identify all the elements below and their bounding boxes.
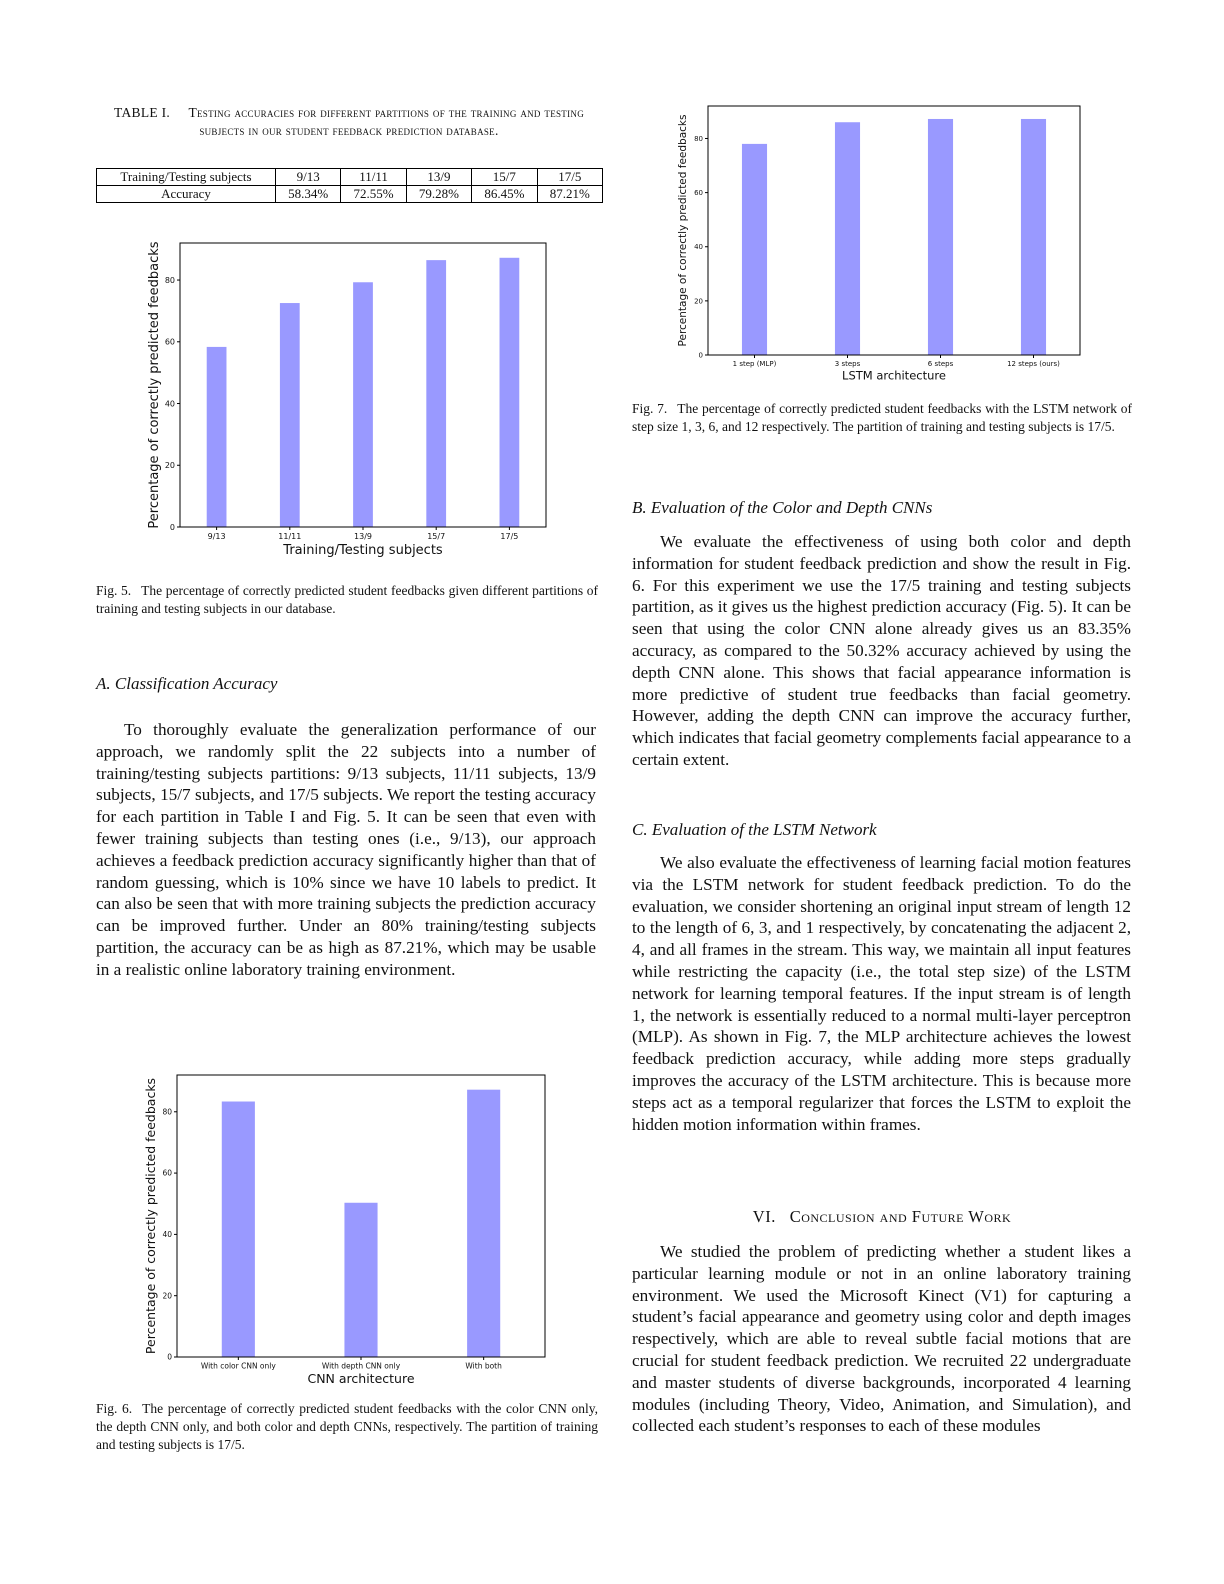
fig7-chart bbox=[676, 100, 1096, 390]
x-tick-label: 3 steps bbox=[834, 360, 861, 368]
x-axis-label: Training/Testing subjects bbox=[283, 543, 443, 558]
table-cell: 15/7 bbox=[472, 169, 537, 186]
y-tick-label: 40 bbox=[694, 243, 703, 252]
y-tick-label: 40 bbox=[162, 1230, 172, 1240]
table-cell: 86.45% bbox=[472, 186, 537, 203]
bar bbox=[222, 1102, 255, 1357]
bar bbox=[467, 1090, 500, 1357]
bar bbox=[742, 144, 767, 355]
table-cell: 13/9 bbox=[406, 169, 471, 186]
bar bbox=[353, 282, 373, 527]
fig5-chart bbox=[140, 235, 560, 565]
fig7-caption bbox=[632, 400, 1132, 436]
section-b-heading: B. Evaluation of the Color and Depth CNNs bbox=[632, 498, 933, 517]
table-row bbox=[97, 186, 603, 203]
table-cell: 87.21% bbox=[537, 186, 602, 203]
fig7-caption-label: Fig. 7. bbox=[632, 401, 668, 416]
table-caption bbox=[96, 104, 602, 140]
x-tick-label: 17/5 bbox=[500, 532, 519, 541]
x-tick-label: With both bbox=[465, 1361, 502, 1371]
y-tick-label: 0 bbox=[698, 351, 703, 360]
fig6-caption bbox=[96, 1400, 598, 1454]
x-tick-label: 6 steps bbox=[927, 360, 954, 368]
x-tick-label: With color CNN only bbox=[200, 1361, 276, 1371]
bar bbox=[426, 260, 446, 527]
section-vi-title: Conclusion and Future Work bbox=[789, 1207, 1012, 1226]
x-tick-label: 9/13 bbox=[207, 532, 226, 541]
fig5-caption-label: Fig. 5. bbox=[96, 583, 132, 598]
y-tick-label: 0 bbox=[167, 1352, 172, 1362]
x-tick-label: With depth CNN only bbox=[321, 1361, 401, 1371]
table-row-header: Accuracy bbox=[97, 186, 276, 203]
bar bbox=[835, 122, 860, 355]
table-cell: 58.34% bbox=[276, 186, 341, 203]
table-cell: 17/5 bbox=[537, 169, 602, 186]
x-tick-label: 1 step (MLP) bbox=[732, 360, 777, 368]
y-tick-label: 60 bbox=[694, 189, 703, 198]
table-label: TABLE I. bbox=[114, 105, 171, 120]
bar bbox=[500, 258, 520, 527]
table-cell: 72.55% bbox=[341, 186, 406, 203]
x-tick-label: 11/11 bbox=[278, 532, 302, 541]
x-tick-label: 12 steps (ours) bbox=[1007, 360, 1060, 368]
fig6-caption-label: Fig. 6. bbox=[96, 1401, 133, 1416]
bar bbox=[280, 303, 300, 527]
table-cell: 9/13 bbox=[276, 169, 341, 186]
bar bbox=[207, 347, 227, 527]
x-tick-label: 15/7 bbox=[427, 532, 446, 541]
fig7-caption-text: The percentage of correctly predicted student feedbacks with the LSTM network of step size 1, 3, 6, and 12 respectively. The partition of training and testing subjects is 17/5. bbox=[632, 401, 1132, 434]
section-vi-heading bbox=[632, 1206, 1132, 1228]
y-tick-label: 60 bbox=[162, 1168, 172, 1178]
section-vi-paragraph: We studied the problem of predicting whether a student likes a particular learning module or not in an online laboratory training environment. We used the Microsoft Kinect (V1) for capturing a student’s facial appearance and geometry using color and depth images respectively, which are able to reveal subtle facial motions that are crucial for student feedback prediction. We recruited 22 undergraduate and master students of diverse backgrounds, incorporated 4 learning modules (including Theory, Video, Animation, and Simulation), and collected each student’s responses to each of these modules bbox=[632, 1242, 1131, 1436]
fig5-caption bbox=[96, 582, 598, 618]
section-a-heading: A. Classification Accuracy bbox=[96, 674, 278, 693]
section-vi-number: VI. bbox=[752, 1207, 776, 1226]
table-cell: 79.28% bbox=[406, 186, 471, 203]
y-axis-label: Percentage of correctly predicted feedbacks bbox=[147, 241, 162, 529]
bar bbox=[344, 1203, 377, 1357]
y-tick-label: 20 bbox=[694, 297, 703, 306]
y-axis-label: Percentage of correctly predicted feedbacks bbox=[677, 114, 689, 347]
y-tick-label: 60 bbox=[164, 337, 175, 347]
y-tick-label: 40 bbox=[164, 399, 175, 409]
table-caption-text: Testing accuracies for different partitions of the training and testing subjects in our student feedback prediction database. bbox=[188, 105, 584, 138]
y-axis-label: Percentage of correctly predicted feedbacks bbox=[143, 1077, 158, 1355]
section-c-paragraph: We also evaluate the effectiveness of learning facial motion features via the LSTM network for student feedback prediction. To do the evaluation, we consider shortening an original input stream of length 12 to the length of 6, 3, and 1 respectively, by concatenating the adjacent 2, 4, and all frames in the stream. This way, we maintain all input features while restricting the capacity (i.e., the total step size) of the LSTM network for learning temporal features. If the input stream is of length 1, the network is essentially reduced to a normal multi-layer perceptron (MLP). As shown in Fig. 7, the MLP architecture achieves the lowest feedback prediction accuracy, while adding more steps gradually improves the accuracy of the LSTM architecture. This is because more steps act as a temporal regularizer that forces the LSTM to exploit the hidden motion information within frames. bbox=[632, 853, 1131, 1134]
bar bbox=[1021, 119, 1046, 355]
x-axis-label: CNN architecture bbox=[307, 1371, 415, 1383]
y-tick-label: 80 bbox=[162, 1107, 172, 1117]
fig6-caption-text: The percentage of correctly predicted student feedbacks with the color CNN only, the depth CNN only, and both color and depth CNNs, respectively. The partition of training and testing subjects is 17/5. bbox=[96, 1401, 598, 1452]
section-b-paragraph: We evaluate the effectiveness of using both color and depth information for student feedback prediction and show the result in Fig. 6. For this experiment we use the 17/5 training and testing subjects partition, as it gives us the highest prediction accuracy (Fig. 5). It can be seen that using the color CNN alone already gives us an 83.35% accuracy, as compared to the 50.32% accuracy achieved by using the depth CNN alone. This shows that facial appearance information is more predictive of student true feedbacks than facial geometry. However, adding the depth CNN can improve the accuracy further, which indicates that facial geometry complements facial appearance to a certain extent. bbox=[632, 532, 1131, 769]
table-cell: 11/11 bbox=[341, 169, 406, 186]
accuracy-table bbox=[96, 168, 603, 203]
fig5-caption-text: The percentage of correctly predicted student feedbacks given different partitions of training and testing subjects in our database. bbox=[96, 583, 598, 616]
table-row bbox=[97, 169, 603, 186]
y-tick-label: 20 bbox=[162, 1291, 172, 1301]
section-c-heading: C. Evaluation of the LSTM Network bbox=[632, 820, 877, 839]
y-tick-label: 80 bbox=[164, 275, 175, 285]
y-tick-label: 20 bbox=[164, 461, 175, 471]
section-a-paragraph: To thoroughly evaluate the generalization performance of our approach, we randomly split the 22 subjects into a number of training/testing subjects partitions: 9/13 subjects, 11/11 subjects, 13/9 subjects, 15/7 subjects, and 17/5 subjects. We report the testing accuracy for each partition in Table I and Fig. 5. It can be seen that even with fewer training subjects than testing ones (i.e., 9/13), our approach achieves a feedback prediction accuracy significantly higher than that of random guessing, which is 10% since we have 10 labels to predict. It can also be seen that with more training subjects the prediction accuracy can be improved further. Under an 80% training/testing subjects partition, the accuracy can be as high as 87.21%, which may be usable in a realistic online laboratory training environment. bbox=[96, 720, 596, 979]
table-row-header: Training/Testing subjects bbox=[97, 169, 276, 186]
x-axis-label: LSTM architecture bbox=[842, 368, 946, 383]
y-tick-label: 80 bbox=[694, 134, 703, 143]
y-tick-label: 0 bbox=[169, 522, 175, 532]
fig6-chart bbox=[140, 1068, 560, 1383]
bar bbox=[928, 119, 953, 355]
x-tick-label: 13/9 bbox=[354, 532, 372, 541]
